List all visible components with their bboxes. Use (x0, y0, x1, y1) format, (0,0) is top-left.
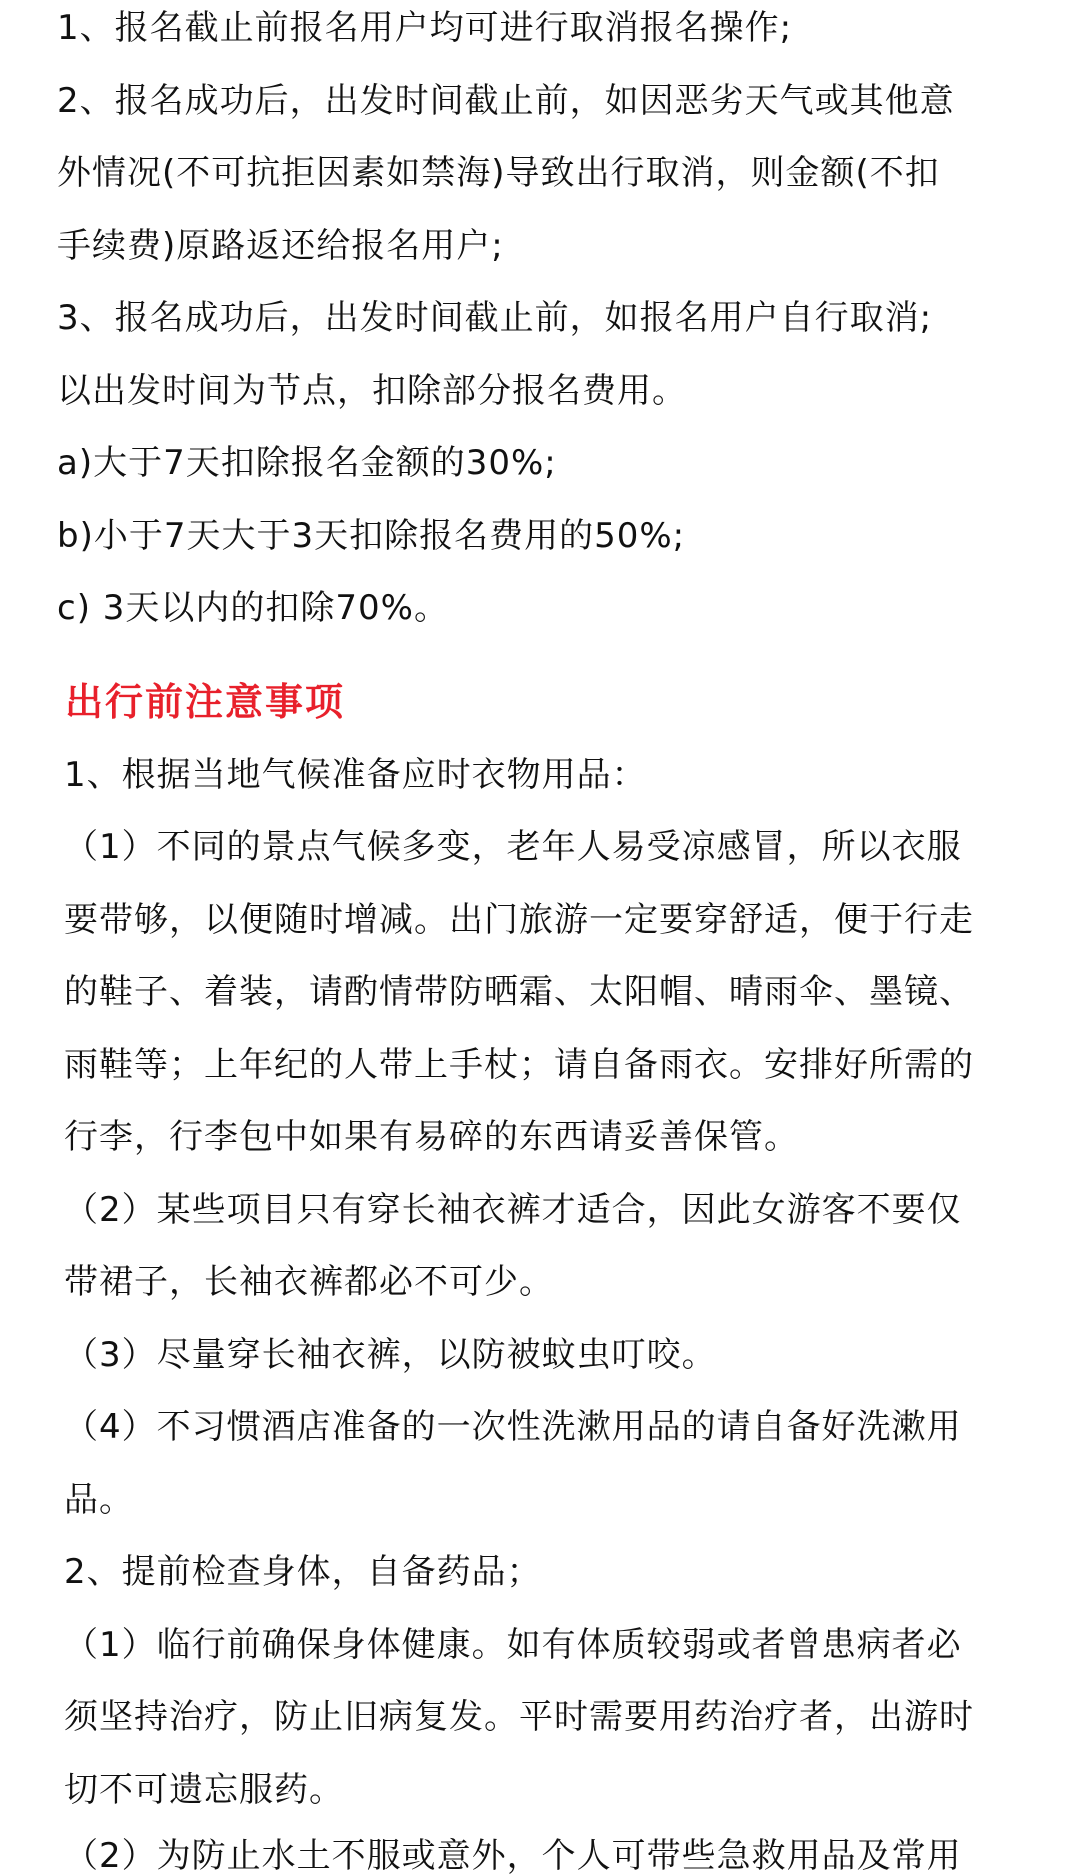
notice-line-4: 的鞋子、着装，请酌情带防晒霜、太阳帽、晴雨伞、墨镜、 (64, 972, 974, 1012)
notice-line-15: 切不可遗忘服药。 (64, 1770, 344, 1810)
notice-line-1: 1、根据当地气候准备应时衣物用品： (64, 755, 647, 795)
notice-line-10: （4）不习惯酒店准备的一次性洗漱用品的请自备好洗漱用 (64, 1407, 962, 1447)
policy-line-5: 3、报名成功后，出发时间截止前，如报名用户自行取消; (57, 298, 933, 338)
policy-line-1: 1、报名截止前报名用户均可进行取消报名操作; (57, 8, 793, 48)
policy-line-7: a)大于7天扣除报名金额的30%; (57, 443, 557, 483)
policy-line-3: 外情况(不可抗拒因素如禁海)导致出行取消，则金额(不扣 (57, 153, 940, 193)
notice-line-13: （1）临行前确保身体健康。如有体质较弱或者曾患病者必 (64, 1625, 962, 1665)
notice-line-6: 行李，行李包中如果有易碎的东西请妥善保管。 (64, 1117, 799, 1157)
notice-line-16: （2）为防止水土不服或意外，个人可带些急救用品及常用 (64, 1836, 962, 1876)
notice-line-5: 雨鞋等；上年纪的人带上手杖；请自备雨衣。安排好所需的 (64, 1045, 974, 1085)
notice-line-12: 2、提前检查身体，自备药品； (64, 1552, 542, 1592)
notice-line-11: 品。 (64, 1480, 134, 1520)
notice-line-7: （2）某些项目只有穿长袖衣裤才适合，因此女游客不要仅 (64, 1190, 962, 1230)
notice-line-3: 要带够，以便随时增减。出门旅游一定要穿舒适，便于行走 (64, 900, 974, 940)
policy-line-4: 手续费)原路返还给报名用户; (57, 226, 504, 266)
policy-line-8: b)小于7天大于3天扣除报名费用的50%; (57, 516, 686, 556)
policy-line-9: c) 3天以内的扣除70%。 (57, 588, 449, 628)
notice-line-2: （1）不同的景点气候多变，老年人易受凉感冒，所以衣服 (64, 827, 962, 867)
notice-line-9: （3）尽量穿长袖衣裤，以防被蚊虫叮咬。 (64, 1335, 717, 1375)
notice-line-14: 须坚持治疗，防止旧病复发。平时需要用药治疗者，出游时 (64, 1697, 974, 1737)
policy-line-2: 2、报名成功后，出发时间截止前，如因恶劣天气或其他意 (57, 81, 955, 121)
notice-heading: 出行前注意事项 (65, 680, 346, 724)
notice-line-8: 带裙子，长袖衣裤都必不可少。 (64, 1262, 554, 1302)
policy-line-6: 以出发时间为节点，扣除部分报名费用。 (57, 371, 687, 411)
